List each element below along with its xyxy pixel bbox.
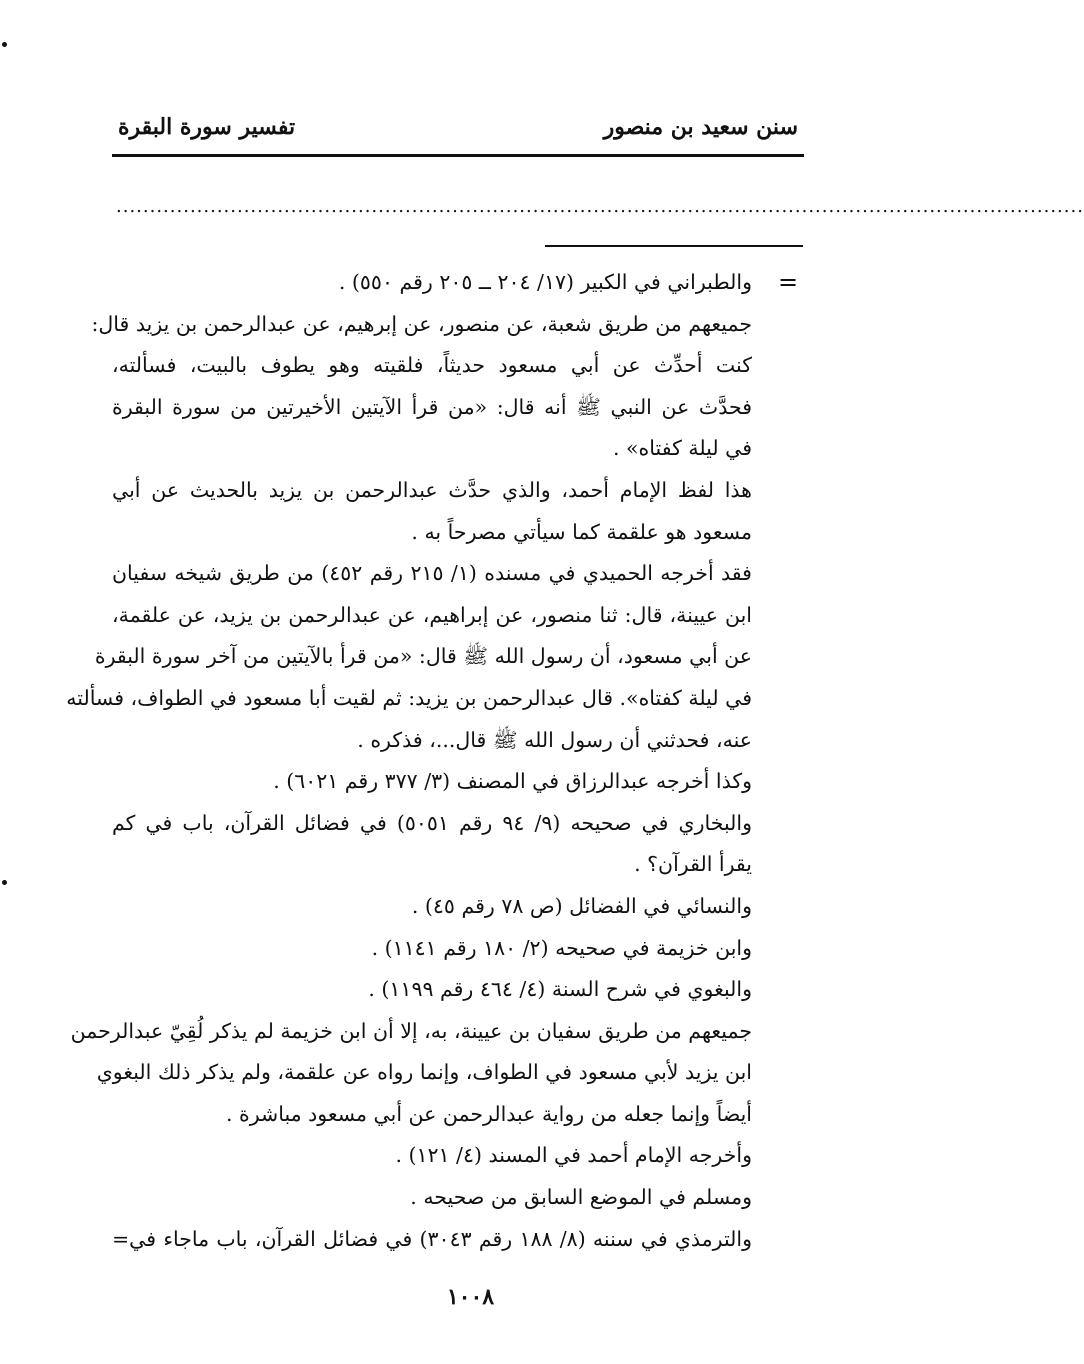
footnote-line: جميعهم من طريق شعبة، عن منصور، عن إبرهيم، عن عبدالرحمن بن يزيد قال: [91, 311, 752, 336]
footnote-line: عن أبي مسعود، أن رسول الله ﷺ قال: «من قرأ بالآيتين من آخر سورة البقرة [94, 644, 752, 669]
footnote-line: أيضاً وإنما جعله من رواية عبدالرحمن عن أبي مسعود مباشرة . [225, 1101, 752, 1126]
footnote-line: مسعود هو علقمة كما سيأتي مصرحاً به . [411, 519, 752, 544]
dotted-separator: ................................................................................................................................................ [116, 196, 1084, 217]
continuation-mark: = [778, 268, 799, 296]
header-rule [112, 154, 804, 157]
book-title: سنن سعيد بن منصور [603, 114, 798, 140]
footnote-line: ابن يزيد لأبي مسعود في الطواف، وإنما رواه عن علقمة، ولم يذكر ذلك البغوي [96, 1060, 752, 1085]
footnote-rule [545, 245, 803, 247]
footnote-line: هذا لفظ الإمام أحمد، والذي حدَّث عبدالرحمن بن يزيد بالحديث عن أبي [112, 477, 752, 502]
footnote-line: في ليلة كفتاه». قال عبدالرحمن بن يزيد: ثم لقيت أبا مسعود في الطواف، فسألته [66, 685, 752, 710]
footnote-line: ومسلم في الموضع السابق من صحيحه . [410, 1185, 752, 1210]
footnote-line: والبخاري في صحيحه (٩/ ٩٤ رقم ٥٠٥١) في فضائل القرآن، باب في كم [112, 810, 752, 835]
footnote-line: فحدَّث عن النبي ﷺ أنه قال: «من قرأ الآيتين الأخيرتين من سورة البقرة [112, 394, 752, 419]
footnote-line: فقد أخرجه الحميدي في مسنده (١/ ٢١٥ رقم ٤٥٢) من طريق شيخه سفيان [112, 561, 752, 586]
footnote-line: وأخرجه الإمام أحمد في المسند (٤/ ١٢١) . [395, 1143, 752, 1168]
footnote-line: جميعهم من طريق سفيان بن عيينة، به، إلا أن ابن خزيمة لم يذكر لُقِيّ عبدالرحمن [70, 1018, 752, 1043]
footnote-line: وكذا أخرجه عبدالرزاق في المصنف (٣/ ٣٧٧ رقم ٦٠٢١) . [273, 769, 752, 794]
page-number: ١٠٠٨ [446, 1284, 495, 1310]
footnote-text [66, 262, 752, 1260]
footnote-line: كنت أحدِّث عن أبي مسعود حديثاً، فلقيته وهو يطوف بالبيت، فسألته، [112, 353, 752, 378]
footnote-line: وابن خزيمة في صحيحه (٢/ ١٨٠ رقم ١١٤١) . [371, 935, 752, 960]
footnote-line: ابن عيينة، قال: ثنا منصور، عن إبراهيم، عن عبدالرحمن بن يزيد، عن علقمة، [112, 602, 752, 627]
footnote-line: عنه، فحدثني أن رسول الله ﷺ قال...، فذكره . [357, 727, 752, 752]
running-header [112, 108, 804, 148]
footnote-line: والنسائي في الفضائل (ص ٧٨ رقم ٤٥) . [411, 893, 752, 918]
footnote-line: يقرأ القرآن؟ . [634, 852, 752, 877]
footnote-line: والطبراني في الكبير (١٧/ ٢٠٤ ــ ٢٠٥ رقم ٥٥٠) . [338, 270, 752, 294]
footnote-line: والترمذي في سننه (٨/ ١٨٨ رقم ٣٠٤٣) في فضائل القرآن، باب ماجاء في= [112, 1226, 752, 1251]
scan-margin-dot [2, 880, 7, 885]
section-title: تفسير سورة البقرة [118, 114, 296, 140]
footnote-line: في ليلة كفتاه» . [612, 436, 752, 461]
footnote-line: والبغوي في شرح السنة (٤/ ٤٦٤ رقم ١١٩٩) . [368, 977, 752, 1002]
scan-margin-dot [2, 42, 7, 47]
